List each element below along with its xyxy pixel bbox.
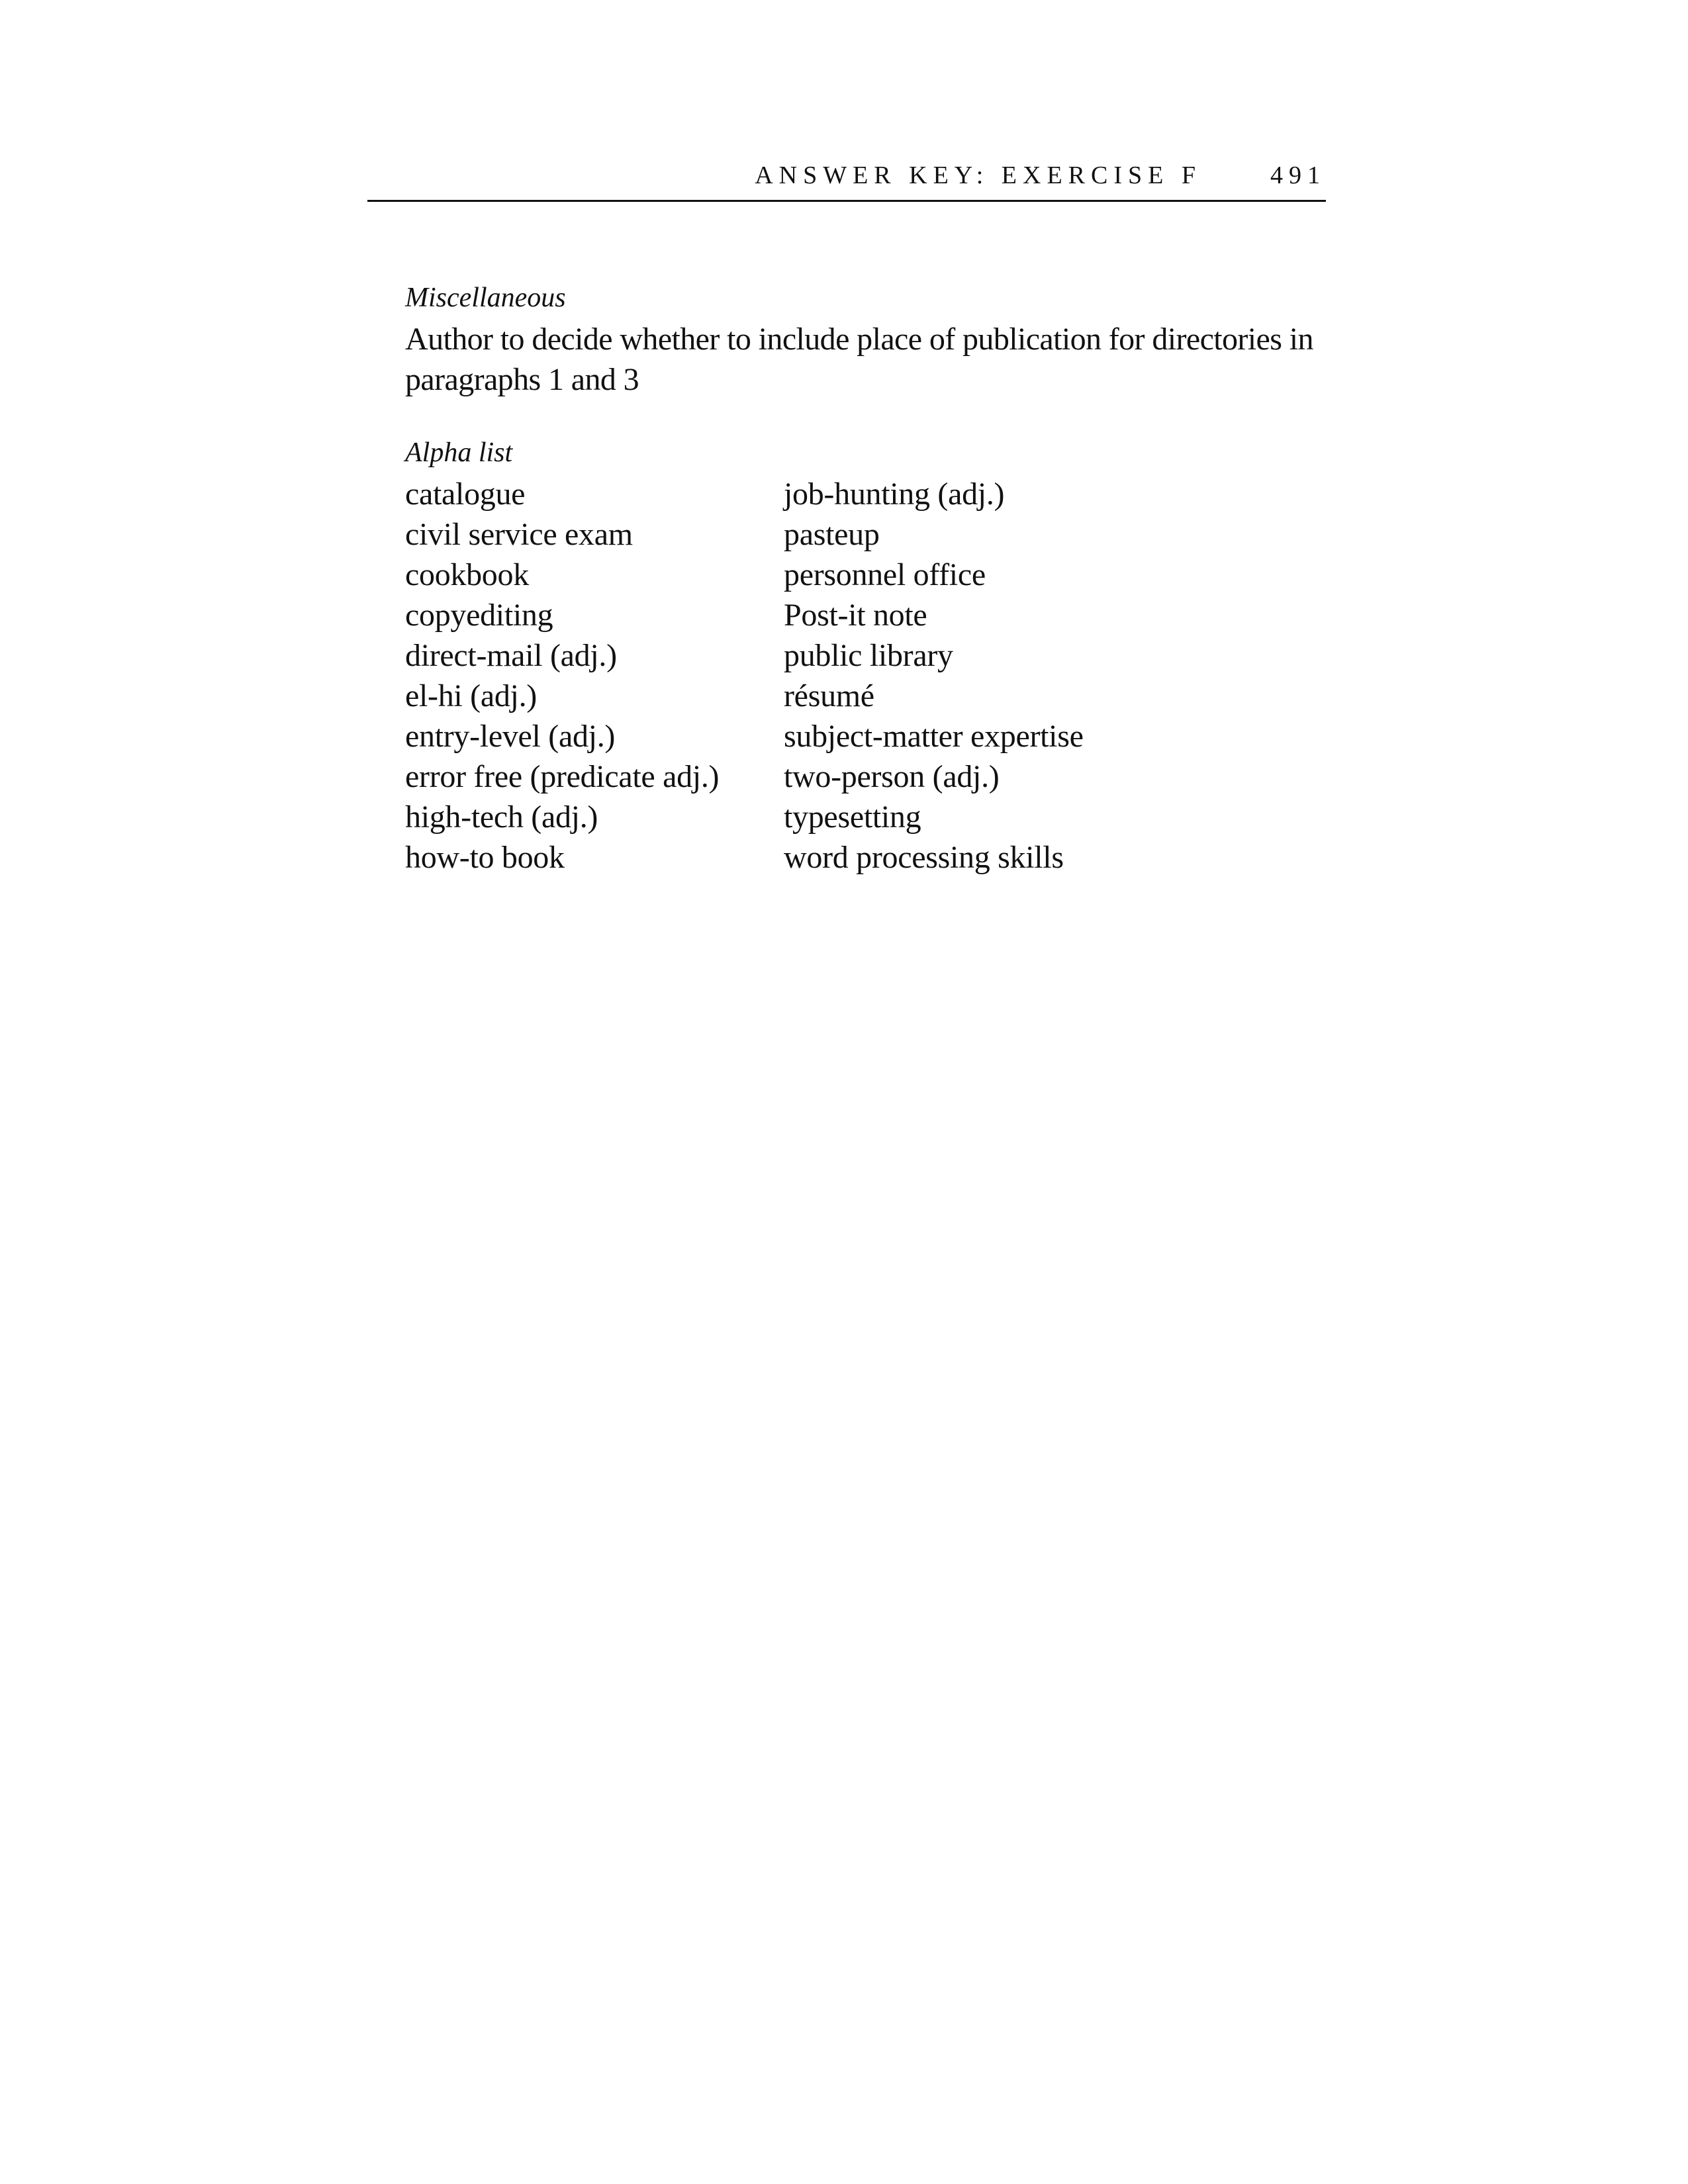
page-number: 491 [1270, 161, 1326, 189]
list-item: civil service exam [405, 517, 633, 552]
list-item: error free (predicate adj.) [405, 759, 720, 794]
running-head [367, 156, 1326, 202]
running-title: ANSWER KEY: EXERCISE F [755, 161, 1201, 189]
list-item: public library [784, 638, 953, 673]
list-item: personnel office [784, 557, 986, 592]
list-item: el-hi (adj.) [405, 678, 537, 713]
list-item: cookbook [405, 557, 529, 592]
list-item: catalogue [405, 477, 526, 512]
alpha-list-left-column [405, 474, 776, 878]
list-item: typesetting [784, 799, 921, 835]
list-item: job-hunting (adj.) [784, 477, 1005, 512]
list-item: Post-it note [784, 598, 927, 633]
alpha-list-right-column [784, 474, 1313, 878]
list-item: word processing skills [784, 840, 1064, 875]
list-item: how-to book [405, 840, 565, 875]
list-item: two-person (adj.) [784, 759, 1000, 794]
miscellaneous-heading: Miscellaneous [405, 283, 566, 313]
list-item: entry-level (adj.) [405, 719, 616, 754]
list-item: copyediting [405, 598, 553, 633]
alpha-list-heading: Alpha list [405, 437, 513, 468]
list-item: pasteup [784, 517, 880, 552]
miscellaneous-text: Author to decide whether to include place of publication for directories in paragraphs 1 and 3 [405, 322, 1313, 397]
list-item: résumé [784, 678, 874, 713]
list-item: subject-matter expertise [784, 719, 1084, 754]
list-item: high-tech (adj.) [405, 799, 598, 835]
list-item: direct-mail (adj.) [405, 638, 617, 673]
